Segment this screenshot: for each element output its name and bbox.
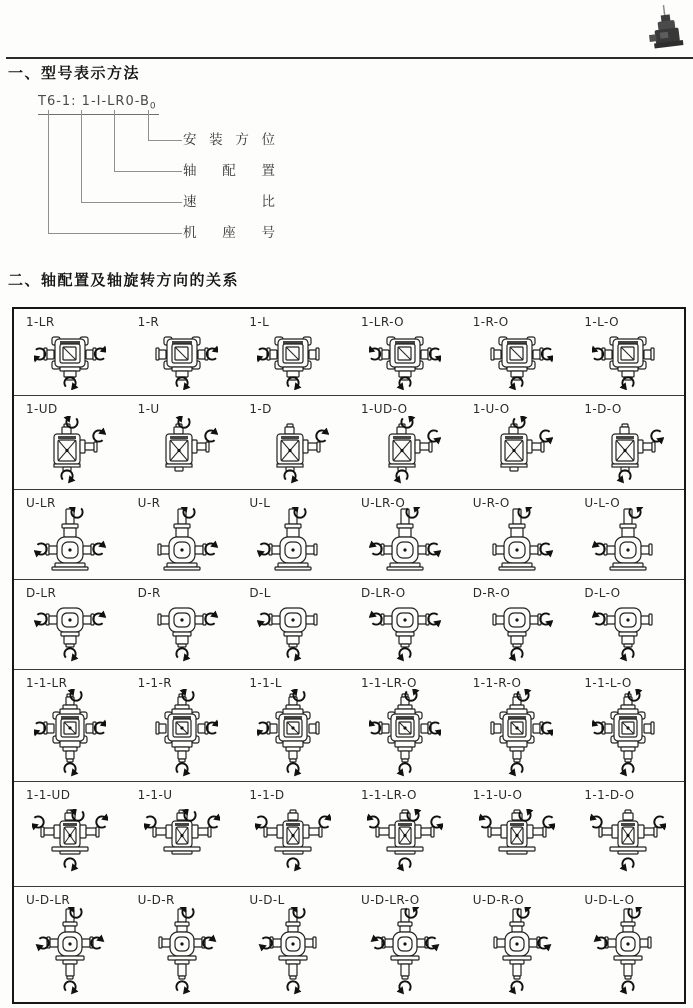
gearbox-icon [257, 600, 329, 664]
callout-leader-line [48, 110, 182, 234]
config-cell [461, 580, 573, 669]
config-cell-label: 1-1-R-O [472, 676, 522, 690]
config-cell-label: D-LR [26, 586, 57, 600]
config-cell [461, 396, 573, 489]
config-cell [572, 580, 684, 669]
gearbox-icon [146, 689, 218, 777]
config-table-row [14, 309, 684, 395]
config-cell-label: 1-1-LR [26, 676, 68, 690]
config-cell [14, 490, 126, 579]
config-cell-label: 1-1-U-O [472, 788, 523, 802]
config-cell-label: U-R [137, 496, 161, 510]
callout-label: 安 装 方 位 [183, 132, 275, 148]
rotation-arrow-icon [617, 470, 631, 483]
rotation-arrow-icon [316, 427, 329, 441]
config-cell [126, 490, 238, 579]
gearbox-icon [481, 689, 553, 777]
config-cell [237, 670, 349, 781]
callout-label: 机 座 号 [183, 225, 275, 241]
config-cell-label: 1-UD [26, 402, 58, 416]
rotation-arrow-icon [96, 814, 108, 828]
config-cell [14, 670, 126, 781]
config-cell-label: 1-LR-O [361, 315, 405, 329]
config-cell [572, 887, 684, 1002]
rotation-arrow-icon [208, 814, 220, 828]
section1-title: 一、型号表示方法 [8, 64, 141, 82]
gearbox-icon [367, 809, 443, 873]
rotation-arrow-icon [620, 858, 634, 871]
rotation-arrow-icon [64, 858, 78, 871]
rotation-arrow-icon [369, 610, 382, 624]
rotation-arrow-icon [620, 763, 634, 776]
rotation-arrow-icon [34, 613, 47, 627]
callout-label: 速 比 [183, 194, 275, 210]
config-cell [572, 309, 684, 395]
callout-label: 轴 配 置 [183, 163, 275, 179]
config-cell-label: 1-LR [26, 315, 55, 329]
rotation-arrow-icon [257, 613, 270, 627]
config-cell [14, 887, 126, 1002]
rotation-arrow-icon [428, 543, 441, 557]
config-cell [14, 580, 126, 669]
gearbox-icon [592, 600, 664, 664]
config-cell [461, 670, 573, 781]
config-table-row [14, 489, 684, 579]
config-cell-label: 1-1-UD [26, 788, 71, 802]
rotation-arrow-icon [590, 814, 602, 828]
config-cell [14, 309, 126, 395]
gearbox-icon [144, 809, 220, 873]
rotation-arrow-icon [319, 814, 331, 828]
rotation-arrow-icon [396, 763, 410, 776]
rotation-arrow-icon [540, 613, 553, 627]
config-table-row [14, 395, 684, 489]
rotation-arrow-icon [508, 648, 522, 661]
gearbox-icon [257, 328, 329, 390]
gearbox-icon [257, 507, 329, 577]
rotation-arrow-icon [93, 427, 106, 441]
gearbox-icon [592, 328, 664, 390]
rotation-arrow-icon [61, 470, 75, 483]
shaft-config-table [12, 307, 686, 1004]
config-table-row [14, 579, 684, 669]
rotation-arrow-icon [367, 814, 379, 828]
gearbox-icon [257, 416, 329, 484]
config-cell-label: 1-1-R [137, 676, 172, 690]
config-cell-label: 1-U [137, 402, 160, 416]
gearbox-icon [479, 809, 555, 873]
gearbox-icon [369, 507, 441, 577]
config-cell [14, 782, 126, 886]
config-cell [349, 782, 461, 886]
config-cell-label: 1-1-LR-O [361, 788, 417, 802]
config-cell [237, 782, 349, 886]
config-cell [461, 490, 573, 579]
config-cell-label: U-D-LR-O [361, 893, 420, 907]
config-table-row [14, 669, 684, 781]
config-cell-label: 1-1-D [249, 788, 285, 802]
config-cell [237, 887, 349, 1002]
gearbox-icon [34, 689, 106, 777]
config-cell-label: U-LR [26, 496, 56, 510]
gearbox-icon [255, 809, 331, 873]
config-cell-label: 1-1-L-O [584, 676, 632, 690]
gearbox-icon [34, 507, 106, 577]
config-cell-label: U-L [249, 496, 271, 510]
rotation-arrow-icon [257, 543, 270, 557]
gearbox-icon [592, 507, 664, 577]
rotation-arrow-icon [428, 613, 441, 627]
config-cell [349, 396, 461, 489]
config-cell [237, 396, 349, 489]
config-cell-label: U-R-O [472, 496, 510, 510]
rotation-arrow-icon [285, 470, 299, 483]
rotation-arrow-icon [401, 416, 415, 428]
gearbox-icon [34, 600, 106, 664]
config-cell-label: U-L-O [584, 496, 621, 510]
rotation-arrow-icon [508, 763, 522, 776]
gearbox-icon [590, 809, 666, 873]
config-cell [349, 309, 461, 395]
config-cell [349, 887, 461, 1002]
config-cell-label: 1-R-O [472, 315, 509, 329]
rotation-arrow-icon [592, 540, 605, 554]
config-cell [14, 396, 126, 489]
config-cell-label: D-R [137, 586, 161, 600]
config-cell [461, 782, 573, 886]
config-cell-label: U-D-L-O [584, 893, 635, 907]
gearbox-icon [146, 416, 218, 484]
config-cell-label: U-D-R-O [472, 893, 525, 907]
config-cell-label: 1-L [249, 315, 270, 329]
rotation-arrow-icon [508, 981, 522, 994]
config-table-row [14, 886, 684, 1002]
gearbox-icon [257, 907, 329, 997]
config-cell [126, 309, 238, 395]
section2-title: 二、轴配置及轴旋转方向的关系 [8, 271, 240, 289]
rotation-arrow-icon [396, 981, 410, 994]
config-cell-label: D-LR-O [361, 586, 406, 600]
gear-reducer-photo-icon [643, 4, 689, 56]
gearbox-icon [369, 416, 441, 484]
config-cell [126, 396, 238, 489]
config-cell [572, 670, 684, 781]
rotation-arrow-icon [93, 610, 106, 624]
rotation-arrow-icon [592, 610, 605, 624]
rotation-arrow-icon [540, 543, 553, 557]
config-cell-label: D-L [249, 586, 271, 600]
config-cell-label: 1-D [249, 402, 272, 416]
config-cell-label: U-D-R [137, 893, 175, 907]
config-cell [461, 887, 573, 1002]
header-divider [6, 57, 693, 59]
rotation-arrow-icon [288, 763, 302, 776]
config-cell [126, 782, 238, 886]
rotation-arrow-icon [288, 981, 302, 994]
config-cell [461, 309, 573, 395]
gearbox-icon [146, 600, 218, 664]
rotation-arrow-icon [479, 814, 491, 828]
rotation-arrow-icon [205, 540, 218, 554]
config-cell [237, 580, 349, 669]
rotation-arrow-icon [93, 540, 106, 554]
config-cell [237, 309, 349, 395]
rotation-arrow-icon [34, 543, 47, 557]
config-cell-label: U-D-LR [26, 893, 71, 907]
config-cell-label: 1-U-O [472, 402, 510, 416]
gearbox-icon [369, 600, 441, 664]
rotation-arrow-icon [369, 540, 382, 554]
config-cell-label: D-R-O [472, 586, 511, 600]
config-cell [126, 580, 238, 669]
gearbox-icon [257, 689, 329, 777]
config-cell-label: 1-UD-O [361, 402, 408, 416]
gearbox-icon [146, 507, 218, 577]
gearbox-icon [32, 809, 108, 873]
config-cell-label: 1-D-O [584, 402, 622, 416]
model-code-subscript: 0 [149, 101, 157, 112]
rotation-arrow-icon [176, 648, 190, 661]
gearbox-icon [146, 907, 218, 997]
gearbox-icon [481, 907, 553, 997]
rotation-arrow-icon [64, 981, 78, 994]
config-cell-label: U-D-L [249, 893, 285, 907]
rotation-arrow-icon [393, 470, 407, 483]
config-cell [237, 490, 349, 579]
config-cell-label: 1-1-U [137, 788, 173, 802]
gearbox-icon [592, 416, 664, 484]
rotation-arrow-icon [288, 858, 302, 871]
rotation-arrow-icon [176, 981, 190, 994]
rotation-arrow-icon [176, 763, 190, 776]
config-cell [349, 490, 461, 579]
config-cell-label: U-LR-O [361, 496, 406, 510]
config-table-row [14, 781, 684, 886]
gearbox-icon [592, 907, 664, 997]
config-cell-label: 1-1-L [249, 676, 282, 690]
gearbox-icon [34, 328, 106, 390]
gearbox-icon [481, 507, 553, 577]
gearbox-icon [369, 689, 441, 777]
gearbox-icon [481, 600, 553, 664]
model-code-text: T6-1: 1-I-LR0-B [38, 94, 150, 109]
config-cell [126, 887, 238, 1002]
gearbox-icon [592, 689, 664, 777]
gearbox-icon [481, 328, 553, 390]
config-cell [572, 490, 684, 579]
config-cell [349, 670, 461, 781]
rotation-arrow-icon [205, 427, 218, 441]
gearbox-icon [481, 416, 553, 484]
rotation-arrow-icon [205, 610, 218, 624]
gearbox-icon [34, 907, 106, 997]
config-cell [572, 782, 684, 886]
config-cell-label: D-L-O [584, 586, 621, 600]
config-cell [572, 396, 684, 489]
rotation-arrow-icon [288, 648, 302, 661]
rotation-arrow-icon [513, 416, 527, 428]
config-cell-label: 1-1-D-O [584, 788, 635, 802]
config-cell-label: 1-R [137, 315, 160, 329]
config-cell [126, 670, 238, 781]
config-cell-label: 1-1-LR-O [361, 676, 417, 690]
rotation-arrow-icon [396, 858, 410, 871]
gearbox-icon [146, 328, 218, 390]
rotation-arrow-icon [64, 648, 78, 661]
rotation-arrow-icon [620, 981, 634, 994]
rotation-arrow-icon [620, 648, 634, 661]
rotation-arrow-icon [64, 763, 78, 776]
gearbox-icon [369, 328, 441, 390]
gearbox-icon [369, 907, 441, 997]
config-cell [349, 580, 461, 669]
gearbox-icon [34, 416, 106, 484]
rotation-arrow-icon [396, 648, 410, 661]
config-cell-label: 1-L-O [584, 315, 619, 329]
